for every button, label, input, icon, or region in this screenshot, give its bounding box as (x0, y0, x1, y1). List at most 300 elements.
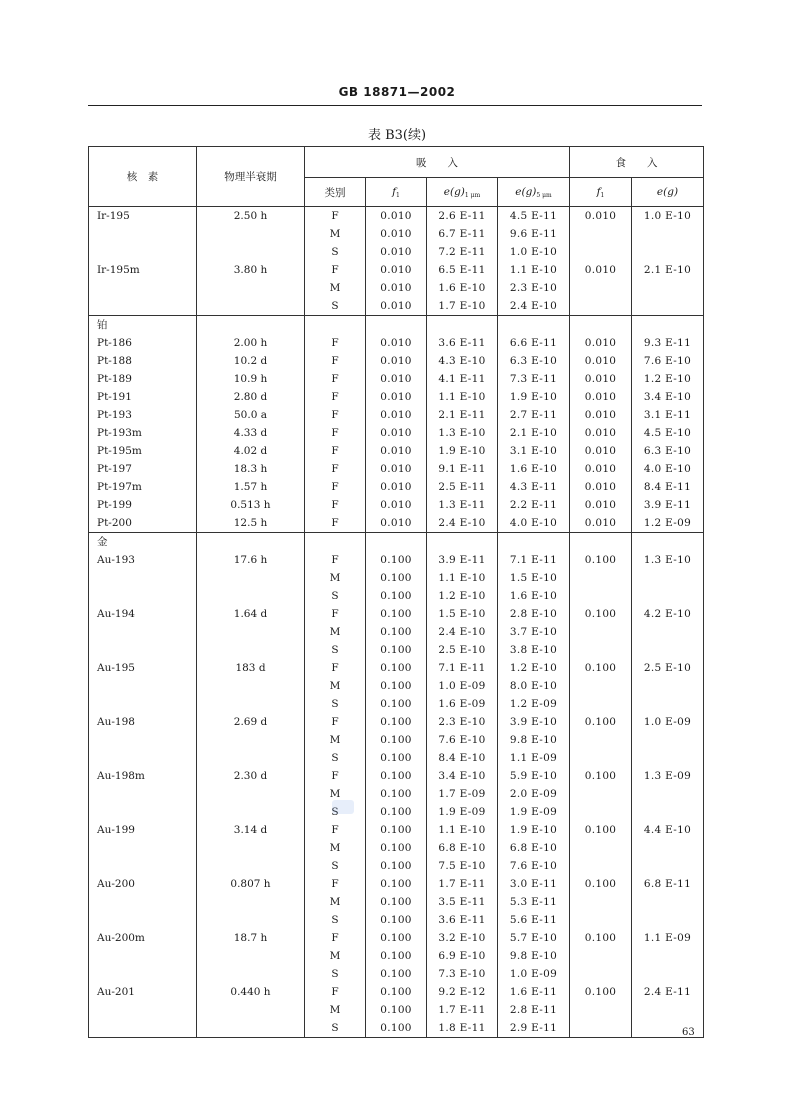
ingestion-e-cell (632, 965, 704, 983)
table-row (89, 587, 704, 605)
half-life-cell: 2.00 h (197, 334, 305, 352)
half-life-cell (197, 225, 305, 243)
ingestion-e-cell (632, 587, 704, 605)
ingestion-f1-cell: 0.010 (570, 388, 632, 406)
nuclide-cell (89, 243, 197, 261)
ingestion-e-cell (632, 911, 704, 929)
ingestion-e-cell: 1.0 E-09 (632, 713, 704, 731)
table-row (89, 803, 704, 821)
nuclide-cell: Pt-199 (89, 496, 197, 514)
ingestion-f1-cell: 0.010 (570, 334, 632, 352)
table-caption: 表 B3(续) (367, 128, 427, 143)
half-life-cell: 183 d (197, 659, 305, 677)
dose-coefficient-table (88, 146, 704, 1038)
table-row (89, 857, 704, 875)
e-5um-cell: 2.1 E-10 (498, 424, 570, 442)
nuclide-cell: Au-198m (89, 767, 197, 785)
table-row (89, 225, 704, 243)
nuclide-cell (89, 641, 197, 659)
ingestion-f1-cell: 0.010 (570, 207, 632, 226)
table-row (89, 514, 704, 533)
ingestion-f1-cell: 0.100 (570, 659, 632, 677)
half-life-cell: 2.80 d (197, 388, 305, 406)
half-life-cell (197, 785, 305, 803)
e-1um-cell: 1.0 E-09 (427, 677, 498, 695)
watermark-stamp (332, 800, 354, 814)
e-5um-cell: 7.1 E-11 (498, 551, 570, 569)
type-cell: S (305, 965, 366, 983)
type-cell: S (305, 243, 366, 261)
ingestion-f1-cell (570, 225, 632, 243)
e-1um-cell: 1.7 E-11 (427, 875, 498, 893)
type-cell: F (305, 406, 366, 424)
table-row (89, 767, 704, 785)
half-life-cell (197, 297, 305, 316)
table-row (89, 261, 704, 279)
half-life-cell: 2.69 d (197, 713, 305, 731)
nuclide-cell: Pt-193 (89, 406, 197, 424)
table-row (89, 334, 704, 352)
ingestion-f1-cell: 0.010 (570, 424, 632, 442)
f1-cell: 0.010 (366, 297, 427, 316)
f1-cell: 0.010 (366, 442, 427, 460)
e-5um-cell: 6.6 E-11 (498, 334, 570, 352)
ingestion-f1-cell (570, 297, 632, 316)
ingestion-e-cell: 1.0 E-10 (632, 207, 704, 226)
e-5um-cell: 8.0 E-10 (498, 677, 570, 695)
ingestion-f1-cell (570, 965, 632, 983)
f1-cell: 0.100 (366, 587, 427, 605)
f1-cell: 0.010 (366, 514, 427, 533)
half-life-cell (197, 839, 305, 857)
f1-cell: 0.100 (366, 803, 427, 821)
f1-cell (366, 316, 427, 335)
e-1um-cell: 1.9 E-10 (427, 442, 498, 460)
e-1um-cell: 7.1 E-11 (427, 659, 498, 677)
ingestion-e-cell (632, 749, 704, 767)
e-1um-cell (427, 533, 498, 552)
ingestion-e-cell (632, 623, 704, 641)
half-life-cell (197, 641, 305, 659)
e-5um-cell: 3.0 E-11 (498, 875, 570, 893)
e-5um-cell: 1.9 E-10 (498, 821, 570, 839)
ingestion-f1-cell (570, 893, 632, 911)
table-row (89, 839, 704, 857)
ingestion-f1-cell (570, 947, 632, 965)
half-life-cell (197, 279, 305, 297)
table-row (89, 605, 704, 623)
ingestion-f1-cell: 0.010 (570, 261, 632, 279)
type-cell: F (305, 424, 366, 442)
half-life-cell (197, 623, 305, 641)
ingestion-e-cell (632, 225, 704, 243)
e-5um-cell: 2.0 E-09 (498, 785, 570, 803)
f1-cell: 0.010 (366, 424, 427, 442)
f1-cell: 0.100 (366, 623, 427, 641)
table-row (89, 785, 704, 803)
table-row (89, 965, 704, 983)
f1-cell: 0.100 (366, 875, 427, 893)
e-1um-cell: 3.2 E-10 (427, 929, 498, 947)
e-5um-cell: 9.8 E-10 (498, 731, 570, 749)
f1-cell: 0.100 (366, 929, 427, 947)
half-life-cell (197, 587, 305, 605)
table-row (89, 533, 704, 552)
e-1um-cell: 7.3 E-10 (427, 965, 498, 983)
e-1um-cell: 7.6 E-10 (427, 731, 498, 749)
ingestion-f1-cell (570, 623, 632, 641)
f1-cell: 0.100 (366, 947, 427, 965)
type-cell: M (305, 569, 366, 587)
ingestion-e-cell (632, 533, 704, 552)
f1-cell: 0.010 (366, 496, 427, 514)
e-5um-cell: 6.8 E-10 (498, 839, 570, 857)
half-life-cell: 1.64 d (197, 605, 305, 623)
f1-cell: 0.100 (366, 569, 427, 587)
half-life-header: 物理半衰期 (197, 147, 305, 207)
type-cell: M (305, 279, 366, 297)
table-row (89, 659, 704, 677)
table-row (89, 623, 704, 641)
e-5um-cell: 6.3 E-10 (498, 352, 570, 370)
type-cell: F (305, 442, 366, 460)
nuclide-cell: Au-198 (89, 713, 197, 731)
type-cell: F (305, 514, 366, 533)
ingestion-f1-cell: 0.010 (570, 370, 632, 388)
e-1um-cell: 2.5 E-11 (427, 478, 498, 496)
nuclide-cell (89, 731, 197, 749)
e-5um-cell: 2.8 E-11 (498, 1001, 570, 1019)
e-5um-cell: 2.2 E-11 (498, 496, 570, 514)
half-life-cell: 0.513 h (197, 496, 305, 514)
nuclide-cell: Au-193 (89, 551, 197, 569)
type-cell: M (305, 893, 366, 911)
type-cell: M (305, 1001, 366, 1019)
table-row (89, 983, 704, 1001)
half-life-cell (197, 893, 305, 911)
e-1um-cell: 6.7 E-11 (427, 225, 498, 243)
half-life-cell: 2.30 d (197, 767, 305, 785)
e-5um-cell: 5.6 E-11 (498, 911, 570, 929)
f1-cell: 0.010 (366, 388, 427, 406)
element-header: 核 素 (89, 147, 197, 207)
e-5um-cell: 2.7 E-11 (498, 406, 570, 424)
half-life-cell: 10.2 d (197, 352, 305, 370)
half-life-cell (197, 569, 305, 587)
nuclide-cell: Au-200m (89, 929, 197, 947)
e-1um-cell: 2.5 E-10 (427, 641, 498, 659)
f1-cell: 0.010 (366, 207, 427, 226)
e-1um-cell: 1.5 E-10 (427, 605, 498, 623)
nuclide-cell (89, 947, 197, 965)
nuclide-cell: 铂 (89, 316, 197, 335)
e-5um-cell: 2.8 E-10 (498, 605, 570, 623)
table-row (89, 297, 704, 316)
half-life-cell: 50.0 a (197, 406, 305, 424)
table-row (89, 569, 704, 587)
half-life-cell (197, 965, 305, 983)
f1-cell: 0.100 (366, 965, 427, 983)
half-life-cell (197, 749, 305, 767)
e-1um-cell: 3.9 E-11 (427, 551, 498, 569)
ingestion-f1-cell: 0.010 (570, 442, 632, 460)
e-1um-cell: 2.6 E-11 (427, 207, 498, 226)
half-life-cell: 17.6 h (197, 551, 305, 569)
ingestion-f1-cell: 0.100 (570, 929, 632, 947)
table-row (89, 821, 704, 839)
ingestion-f1-cell (570, 1001, 632, 1019)
e-1um-cell: 2.4 E-10 (427, 514, 498, 533)
type-cell: M (305, 947, 366, 965)
half-life-cell: 0.440 h (197, 983, 305, 1001)
e-5um-cell (498, 316, 570, 335)
f1-cell: 0.100 (366, 641, 427, 659)
ingestion-f1-cell (570, 641, 632, 659)
ingestion-f1-cell: 0.010 (570, 496, 632, 514)
e-1um-cell: 1.2 E-10 (427, 587, 498, 605)
ingestion-e-cell (632, 641, 704, 659)
type-cell (305, 316, 366, 335)
type-cell: F (305, 496, 366, 514)
ingestion-e-cell (632, 857, 704, 875)
table-row (89, 875, 704, 893)
f1-cell: 0.100 (366, 551, 427, 569)
nuclide-cell: Pt-191 (89, 388, 197, 406)
table-row (89, 460, 704, 478)
e-1um-cell: 7.5 E-10 (427, 857, 498, 875)
type-cell: F (305, 929, 366, 947)
f1-cell: 0.100 (366, 911, 427, 929)
type-cell: S (305, 1019, 366, 1038)
half-life-cell: 18.7 h (197, 929, 305, 947)
nuclide-cell (89, 785, 197, 803)
type-cell: F (305, 551, 366, 569)
e-5um-cell: 1.1 E-09 (498, 749, 570, 767)
e-1um-cell: 6.9 E-10 (427, 947, 498, 965)
e-5um-cell: 5.3 E-11 (498, 893, 570, 911)
nuclide-cell: Au-194 (89, 605, 197, 623)
e-5um-cell: 1.6 E-11 (498, 983, 570, 1001)
e-1um-cell: 2.1 E-11 (427, 406, 498, 424)
ingestion-e-cell: 7.6 E-10 (632, 352, 704, 370)
table-row (89, 947, 704, 965)
type-cell: S (305, 803, 366, 821)
type-cell: S (305, 857, 366, 875)
nuclide-cell (89, 225, 197, 243)
half-life-cell: 18.3 h (197, 460, 305, 478)
ingestion-e-cell (632, 1001, 704, 1019)
type-cell: F (305, 207, 366, 226)
nuclide-cell: Au-200 (89, 875, 197, 893)
table-row (89, 207, 704, 226)
e-1um-cell: 9.2 E-12 (427, 983, 498, 1001)
half-life-cell: 10.9 h (197, 370, 305, 388)
half-life-cell (197, 695, 305, 713)
ingestion-f1-cell (570, 785, 632, 803)
f1-cell: 0.100 (366, 1001, 427, 1019)
e-5um-cell: 3.1 E-10 (498, 442, 570, 460)
table-row (89, 316, 704, 335)
ingestion-e-cell: 2.5 E-10 (632, 659, 704, 677)
half-life-cell (197, 243, 305, 261)
ingestion-f1-cell: 0.010 (570, 478, 632, 496)
f1-cell: 0.010 (366, 334, 427, 352)
nuclide-cell: Pt-197 (89, 460, 197, 478)
f1-cell: 0.100 (366, 713, 427, 731)
e-5um-header: $e(g)_{5 \mu m}$ (498, 178, 570, 207)
nuclide-cell (89, 1019, 197, 1038)
f1-cell: 0.010 (366, 478, 427, 496)
e-1um-cell (427, 316, 498, 335)
e-1um-cell: 4.1 E-11 (427, 370, 498, 388)
ingestion-f1-cell (570, 749, 632, 767)
e-5um-cell: 1.6 E-10 (498, 460, 570, 478)
f1-cell: 0.010 (366, 243, 427, 261)
ingestion-e-cell (632, 695, 704, 713)
type-cell: F (305, 875, 366, 893)
half-life-cell: 4.33 d (197, 424, 305, 442)
ingestion-f1-cell: 0.010 (570, 406, 632, 424)
f1-cell: 0.010 (366, 279, 427, 297)
e-5um-cell: 1.2 E-09 (498, 695, 570, 713)
e-5um-cell: 1.9 E-09 (498, 803, 570, 821)
half-life-cell: 0.807 h (197, 875, 305, 893)
table-row (89, 1001, 704, 1019)
e-1um-cell: 1.1 E-10 (427, 569, 498, 587)
e-1um-cell: 3.6 E-11 (427, 334, 498, 352)
nuclide-cell (89, 803, 197, 821)
nuclide-cell (89, 695, 197, 713)
nuclide-cell: Au-201 (89, 983, 197, 1001)
f1-cell: 0.100 (366, 983, 427, 1001)
half-life-cell: 2.50 h (197, 207, 305, 226)
type-cell: F (305, 388, 366, 406)
e-1um-cell: 1.3 E-10 (427, 424, 498, 442)
table-row (89, 749, 704, 767)
ingestion-e-cell: 2.1 E-10 (632, 261, 704, 279)
nuclide-cell (89, 839, 197, 857)
f1-header: $f_1$ (366, 178, 427, 207)
ingestion-e-cell: 9.3 E-11 (632, 334, 704, 352)
ingestion-e-header: e(g) (632, 178, 704, 207)
type-cell: S (305, 749, 366, 767)
f1-cell: 0.100 (366, 821, 427, 839)
e-1um-cell: 1.9 E-09 (427, 803, 498, 821)
ingestion-e-cell: 8.4 E-11 (632, 478, 704, 496)
ingestion-f1-cell (570, 587, 632, 605)
e-5um-cell: 1.5 E-10 (498, 569, 570, 587)
ingestion-e-cell: 1.3 E-10 (632, 551, 704, 569)
f1-cell: 0.100 (366, 767, 427, 785)
e-5um-cell: 9.6 E-11 (498, 225, 570, 243)
type-cell: F (305, 983, 366, 1001)
half-life-cell (197, 1019, 305, 1038)
e-5um-cell: 5.7 E-10 (498, 929, 570, 947)
ingestion-f1-cell (570, 279, 632, 297)
half-life-cell (197, 731, 305, 749)
nuclide-cell (89, 893, 197, 911)
f1-cell: 0.010 (366, 460, 427, 478)
e-5um-cell: 4.0 E-10 (498, 514, 570, 533)
e-1um-cell: 1.7 E-10 (427, 297, 498, 316)
ingestion-e-cell: 6.3 E-10 (632, 442, 704, 460)
f1-cell: 0.100 (366, 1019, 427, 1038)
type-cell: F (305, 460, 366, 478)
type-cell: F (305, 713, 366, 731)
ingestion-e-cell (632, 316, 704, 335)
f1-cell: 0.100 (366, 677, 427, 695)
type-cell: F (305, 605, 366, 623)
f1-cell: 0.010 (366, 225, 427, 243)
table-row (89, 695, 704, 713)
type-cell: S (305, 695, 366, 713)
table-row (89, 1019, 704, 1038)
table-row (89, 893, 704, 911)
ingestion-e-cell: 4.4 E-10 (632, 821, 704, 839)
table-body (89, 207, 704, 1038)
f1-cell: 0.010 (366, 261, 427, 279)
e-5um-cell: 5.9 E-10 (498, 767, 570, 785)
e-5um-cell: 1.1 E-10 (498, 261, 570, 279)
ingestion-e-cell: 3.1 E-11 (632, 406, 704, 424)
type-cell: M (305, 677, 366, 695)
table-row (89, 352, 704, 370)
ingestion-f1-cell: 0.010 (570, 352, 632, 370)
nuclide-cell (89, 749, 197, 767)
half-life-cell (197, 803, 305, 821)
nuclide-cell (89, 965, 197, 983)
nuclide-cell: Pt-188 (89, 352, 197, 370)
table-row (89, 478, 704, 496)
table-row (89, 406, 704, 424)
half-life-cell: 3.80 h (197, 261, 305, 279)
half-life-cell (197, 947, 305, 965)
type-cell: M (305, 785, 366, 803)
nuclide-cell: Pt-189 (89, 370, 197, 388)
type-cell: M (305, 225, 366, 243)
e-5um-cell: 7.3 E-11 (498, 370, 570, 388)
nuclide-cell: Pt-197m (89, 478, 197, 496)
f1-cell: 0.100 (366, 605, 427, 623)
e-1um-cell: 1.6 E-09 (427, 695, 498, 713)
nuclide-cell (89, 623, 197, 641)
ingestion-e-cell (632, 243, 704, 261)
type-cell: F (305, 478, 366, 496)
ingestion-f1-cell (570, 316, 632, 335)
f1-cell: 0.100 (366, 695, 427, 713)
e-1um-cell: 3.4 E-10 (427, 767, 498, 785)
e-5um-cell: 3.7 E-10 (498, 623, 570, 641)
type-cell: F (305, 767, 366, 785)
half-life-cell: 3.14 d (197, 821, 305, 839)
ingestion-e-cell (632, 947, 704, 965)
nuclide-cell (89, 857, 197, 875)
e-5um-cell (498, 533, 570, 552)
type-cell (305, 533, 366, 552)
nuclide-cell (89, 677, 197, 695)
ingestion-f1-cell: 0.100 (570, 605, 632, 623)
ingestion-f1-cell: 0.010 (570, 514, 632, 533)
ingestion-e-cell: 1.3 E-09 (632, 767, 704, 785)
e-1um-cell: 1.3 E-11 (427, 496, 498, 514)
e-1um-cell: 8.4 E-10 (427, 749, 498, 767)
e-1um-cell: 2.3 E-10 (427, 713, 498, 731)
type-cell: F (305, 352, 366, 370)
ingestion-e-cell (632, 803, 704, 821)
nuclide-cell: Pt-193m (89, 424, 197, 442)
ingestion-f1-header: $f_1$ (570, 178, 632, 207)
type-cell: S (305, 297, 366, 316)
